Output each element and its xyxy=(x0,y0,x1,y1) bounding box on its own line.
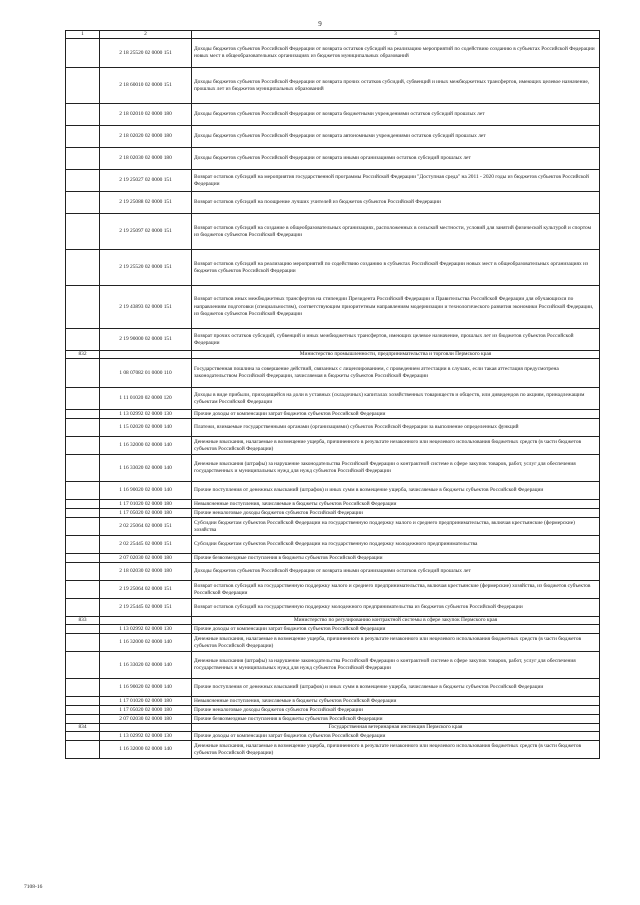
table-row xyxy=(66,329,600,351)
revenue-description: Невыясненные поступления, зачисляемые в бюджеты субъектов Российской Федерации xyxy=(192,697,600,706)
table-row xyxy=(66,741,600,759)
admin-cell xyxy=(66,518,100,536)
revenue-code: 2 02 25064 02 0000 151 xyxy=(100,518,192,536)
revenue-description: Денежные взыскания, налагаемые в возмещение ущерба, причиненного в результате незаконного или нецелевого использования бюджетных средств (в части бюджетов субъектов Российской Федерации) xyxy=(192,741,600,759)
revenue-code: 2 19 25445 02 0000 151 xyxy=(100,599,192,617)
table-row xyxy=(66,148,600,170)
admin-cell xyxy=(66,581,100,599)
admin-cell xyxy=(66,192,100,214)
empty-cell xyxy=(100,351,192,359)
table-row xyxy=(66,715,600,724)
admin-cell xyxy=(66,500,100,509)
revenue-description: Доходы бюджетов субъектов Российской Федерации от возврата иными организациями остатков субсидий прошлых лет xyxy=(192,563,600,581)
revenue-code: 2 18 25520 02 0000 151 xyxy=(100,39,192,68)
admin-cell xyxy=(66,455,100,482)
admin-cell xyxy=(66,706,100,715)
admin-cell xyxy=(66,126,100,148)
revenue-description: Возврат прочих остатков субсидий, субвенций и иных межбюджетных трансфертов, имеющих целевое назначение, прошлых лет из бюджетов субъектов Российской Федерации xyxy=(192,329,600,351)
column-number-2: 2 xyxy=(100,31,192,39)
admin-cell xyxy=(66,388,100,410)
table-row xyxy=(66,652,600,679)
revenue-code: 2 02 25445 02 0000 151 xyxy=(100,536,192,554)
revenue-code: 2 18 02010 02 0000 180 xyxy=(100,104,192,126)
revenue-classification-table xyxy=(65,30,600,759)
revenue-description: Доходы бюджетов субъектов Российской Федерации от возврата иными организациями остатков субсидий прошлых лет xyxy=(192,148,600,170)
revenue-code: 2 07 02030 02 0000 180 xyxy=(100,554,192,563)
ministry-title: Министерство промышленности, предпринимательства и торговли Пермского края xyxy=(192,351,600,359)
revenue-description: Прочие доходы от компенсации затрат бюджетов субъектов Российской Федерации xyxy=(192,625,600,634)
revenue-description: Возврат остатков субсидий на государственную поддержку малого и среднего предпринимательства, включая крестьянские (фермерские) хозяйства, из бюджетов субъектов Российской Федерации xyxy=(192,581,600,599)
admin-cell xyxy=(66,634,100,652)
table-row xyxy=(66,214,600,250)
table-row xyxy=(66,554,600,563)
admin-cell xyxy=(66,170,100,192)
revenue-description: Прочие неналоговые доходы бюджетов субъектов Российской Федерации xyxy=(192,706,600,715)
revenue-description: Прочие неналоговые доходы бюджетов субъектов Российской Федерации xyxy=(192,509,600,518)
revenue-code: 1 15 02020 02 0000 140 xyxy=(100,419,192,437)
revenue-code: 2 19 25097 02 0000 151 xyxy=(100,214,192,250)
table-row xyxy=(66,192,600,214)
revenue-description: Возврат остатков субсидий на мероприятия государственной программы Российской Федерации "Доступная среда" на 2011 - 2020 годы из бюджетов субъектов Российской Федерации xyxy=(192,170,600,192)
revenue-description: Возврат остатков иных межбюджетных трансфертов на стипендии Президента Российской Федерации и Правительства Российской Федерации для обучающихся по направлениям подготовки (специальностям), соответствующим приоритетным направлениям модернизации и технологического развития экономики Российской Федерации, из бюджетов субъектов Российской Федерации xyxy=(192,286,600,329)
table-row xyxy=(66,581,600,599)
revenue-description: Доходы в виде прибыли, приходящейся на доли в уставных (складочных) капиталах хозяйственных товариществ и обществ, или дивидендов по акциям, принадлежащим субъектам Российской Федерации xyxy=(192,388,600,410)
table-row xyxy=(66,419,600,437)
revenue-description: Государственная пошлина за совершение действий, связанных с лицензированием, с проведением аттестации в случаях, если такая аттестация предусмотрена законодательством Российской Федерации, зачисляемая в бюджеты субъектов Российской Федерации xyxy=(192,359,600,388)
admin-cell xyxy=(66,104,100,126)
table-row xyxy=(66,599,600,617)
revenue-code: 2 18 02030 02 0000 180 xyxy=(100,563,192,581)
table-row xyxy=(66,509,600,518)
revenue-description: Возврат остатков субсидий на создание в общеобразовательных организациях, расположенных в сельской местности, условий для занятий физической культурой и спортом из бюджетов субъектов Российской Федерации xyxy=(192,214,600,250)
table-row xyxy=(66,170,600,192)
revenue-code: 1 16 33020 02 0000 140 xyxy=(100,652,192,679)
admin-cell xyxy=(66,697,100,706)
page-number: 9 xyxy=(318,20,322,28)
revenue-description: Платежи, взимаемые государственными органами (организациями) субъектов Российской Федерации за выполнение определенных функций xyxy=(192,419,600,437)
table-row xyxy=(66,706,600,715)
admin-cell xyxy=(66,482,100,500)
revenue-description: Доходы бюджетов субъектов Российской Федерации от возврата прочих остатков субсидий, субвенций и иных межбюджетных трансфертов, имеющих целевое назначение, прошлых лет из бюджетов муниципальных образований xyxy=(192,68,600,104)
revenue-code: 1 17 01020 02 0000 180 xyxy=(100,500,192,509)
column-number-3: 3 xyxy=(192,31,600,39)
table-row xyxy=(66,68,600,104)
revenue-code: 1 16 90020 02 0000 140 xyxy=(100,679,192,697)
table-row xyxy=(66,250,600,286)
admin-cell xyxy=(66,68,100,104)
revenue-code: 2 18 02030 02 0000 180 xyxy=(100,148,192,170)
revenue-code: 2 19 90000 02 0000 151 xyxy=(100,329,192,351)
column-number-row xyxy=(66,31,600,39)
revenue-code: 2 19 25088 02 0000 151 xyxy=(100,192,192,214)
table-row xyxy=(66,437,600,455)
admin-cell xyxy=(66,536,100,554)
table-row xyxy=(66,482,600,500)
revenue-code: 1 16 32000 02 0000 140 xyxy=(100,437,192,455)
revenue-code: 2 18 60010 02 0000 151 xyxy=(100,68,192,104)
table-row xyxy=(66,126,600,148)
revenue-description: Денежные взыскания, налагаемые в возмещение ущерба, причиненного в результате незаконного или нецелевого использования бюджетных средств (в части бюджетов субъектов Российской Федерации) xyxy=(192,634,600,652)
revenue-description: Прочие безвозмездные поступления в бюджеты субъектов Российской Федерации xyxy=(192,715,600,724)
revenue-code: 1 11 01020 02 0000 120 xyxy=(100,388,192,410)
revenue-description: Денежные взыскания (штрафы) за нарушение законодательства Российской Федерации о контрактной системе в сфере закупок товаров, работ, услуг для обеспечения государственных и муниципальных нужд для нужд субъектов Российской Федерации xyxy=(192,455,600,482)
revenue-code: 2 18 02020 02 0000 180 xyxy=(100,126,192,148)
revenue-description: Прочие поступления от денежных взысканий (штрафов) и иных сумм в возмещение ущерба, зачисляемые в бюджеты субъектов Российской Федерации xyxy=(192,679,600,697)
revenue-description: Денежные взыскания, налагаемые в возмещение ущерба, причиненного в результате незаконного или нецелевого использования бюджетных средств (в части бюджетов субъектов Российской Федерации) xyxy=(192,437,600,455)
admin-cell xyxy=(66,250,100,286)
table-row xyxy=(66,455,600,482)
revenue-code: 1 08 07082 01 0000 110 xyxy=(100,359,192,388)
admin-cell xyxy=(66,410,100,419)
revenue-code: 1 13 02992 02 0000 130 xyxy=(100,410,192,419)
revenue-description: Доходы бюджетов субъектов Российской Федерации от возврата автономными учреждениями остатков субсидий прошлых лет xyxy=(192,126,600,148)
admin-code: 834 xyxy=(66,724,100,732)
admin-cell xyxy=(66,741,100,759)
revenue-code: 2 19 25520 02 0000 151 xyxy=(100,250,192,286)
revenue-description: Денежные взыскания (штрафы) за нарушение законодательства Российской Федерации о контрактной системе в сфере закупок товаров, работ, услуг для обеспечения государственных и муниципальных нужд для нужд субъектов Российской Федерации xyxy=(192,652,600,679)
revenue-description: Невыясненные поступления, зачисляемые в бюджеты субъектов Российской Федерации xyxy=(192,500,600,509)
revenue-description: Субсидии бюджетам субъектов Российской Федерации на государственную поддержку молодежного предпринимательства xyxy=(192,536,600,554)
revenue-code: 1 16 33020 02 0000 140 xyxy=(100,455,192,482)
table-row xyxy=(66,732,600,741)
revenue-code: 1 17 05020 02 0000 180 xyxy=(100,706,192,715)
admin-cell xyxy=(66,652,100,679)
revenue-description: Прочие доходы от компенсации затрат бюджетов субъектов Российской Федерации xyxy=(192,732,600,741)
table-row xyxy=(66,563,600,581)
revenue-description: Субсидии бюджетам субъектов Российской Федерации на государственную поддержку малого и среднего предпринимательства, включая крестьянские (фермерские) хозяйства xyxy=(192,518,600,536)
revenue-description: Прочие поступления от денежных взысканий (штрафов) и иных сумм в возмещение ущерба, зачисляемые в бюджеты субъектов Российской Федерации xyxy=(192,482,600,500)
revenue-code: 2 19 25027 02 0000 151 xyxy=(100,170,192,192)
table-row xyxy=(66,104,600,126)
table-row xyxy=(66,388,600,410)
admin-cell xyxy=(66,599,100,617)
revenue-code: 2 07 02030 02 0000 180 xyxy=(100,715,192,724)
table-row xyxy=(66,625,600,634)
column-number-1: 1 xyxy=(66,31,100,39)
table-row xyxy=(66,536,600,554)
table-row xyxy=(66,359,600,388)
table-row xyxy=(66,679,600,697)
revenue-code: 1 17 01020 02 0000 180 xyxy=(100,697,192,706)
revenue-code: 2 19 25064 02 0000 151 xyxy=(100,581,192,599)
admin-cell xyxy=(66,563,100,581)
empty-cell xyxy=(100,617,192,625)
revenue-description: Возврат остатков субсидий на государственную поддержку молодежного предпринимательства из бюджетов субъектов Российской Федерации xyxy=(192,599,600,617)
admin-cell xyxy=(66,732,100,741)
table-row xyxy=(66,410,600,419)
revenue-description: Прочие доходы от компенсации затрат бюджетов субъектов Российской Федерации xyxy=(192,410,600,419)
table-row xyxy=(66,500,600,509)
revenue-description: Возврат остатков субсидий на поощрение лучших учителей из бюджетов субъектов Российской Федерации xyxy=(192,192,600,214)
empty-cell xyxy=(100,724,192,732)
ministry-header-row xyxy=(66,351,600,359)
revenue-description: Возврат остатков субсидий на реализацию мероприятий по содействию созданию в субъектах Российской Федерации новых мест в общеобразовательных организациях из бюджетов субъектов Российской Федерации xyxy=(192,250,600,286)
admin-cell xyxy=(66,419,100,437)
ministry-header-row xyxy=(66,724,600,732)
admin-cell xyxy=(66,715,100,724)
revenue-description: Доходы бюджетов субъектов Российской Федерации от возврата бюджетными учреждениями остатков субсидий прошлых лет xyxy=(192,104,600,126)
table-row xyxy=(66,634,600,652)
admin-cell xyxy=(66,148,100,170)
footer-reference: 7108-16 xyxy=(24,884,43,890)
revenue-code: 1 16 90020 02 0000 140 xyxy=(100,482,192,500)
admin-code: 833 xyxy=(66,617,100,625)
ministry-header-row xyxy=(66,617,600,625)
revenue-description: Доходы бюджетов субъектов Российской Федерации от возврата остатков субсидий на реализацию мероприятий по содействию созданию в субъектах Российской Федерации новых мест в общеобразовательных организациях из бюджетов муниципальных образований xyxy=(192,39,600,68)
admin-cell xyxy=(66,359,100,388)
admin-cell xyxy=(66,39,100,68)
admin-cell xyxy=(66,625,100,634)
revenue-code: 1 13 02992 02 0000 130 xyxy=(100,732,192,741)
table-row xyxy=(66,518,600,536)
revenue-code: 1 16 32000 02 0000 140 xyxy=(100,741,192,759)
table-row xyxy=(66,286,600,329)
admin-cell xyxy=(66,329,100,351)
admin-cell xyxy=(66,679,100,697)
revenue-code: 1 17 05020 02 0000 180 xyxy=(100,509,192,518)
table-body xyxy=(66,31,600,759)
table-row xyxy=(66,39,600,68)
admin-cell xyxy=(66,214,100,250)
ministry-title: Министерство по регулированию контрактной системы в сфере закупок Пермского края xyxy=(192,617,600,625)
ministry-title: Государственная ветеринарная инспекция Пермского края xyxy=(192,724,600,732)
admin-code: 832 xyxy=(66,351,100,359)
admin-cell xyxy=(66,437,100,455)
table-row xyxy=(66,697,600,706)
revenue-code: 1 13 02992 02 0000 130 xyxy=(100,625,192,634)
admin-cell xyxy=(66,554,100,563)
revenue-description: Прочие безвозмездные поступления в бюджеты субъектов Российской Федерации xyxy=(192,554,600,563)
admin-cell xyxy=(66,286,100,329)
admin-cell xyxy=(66,509,100,518)
revenue-code: 2 19 43893 02 0000 151 xyxy=(100,286,192,329)
revenue-code: 1 16 32000 02 0000 140 xyxy=(100,634,192,652)
